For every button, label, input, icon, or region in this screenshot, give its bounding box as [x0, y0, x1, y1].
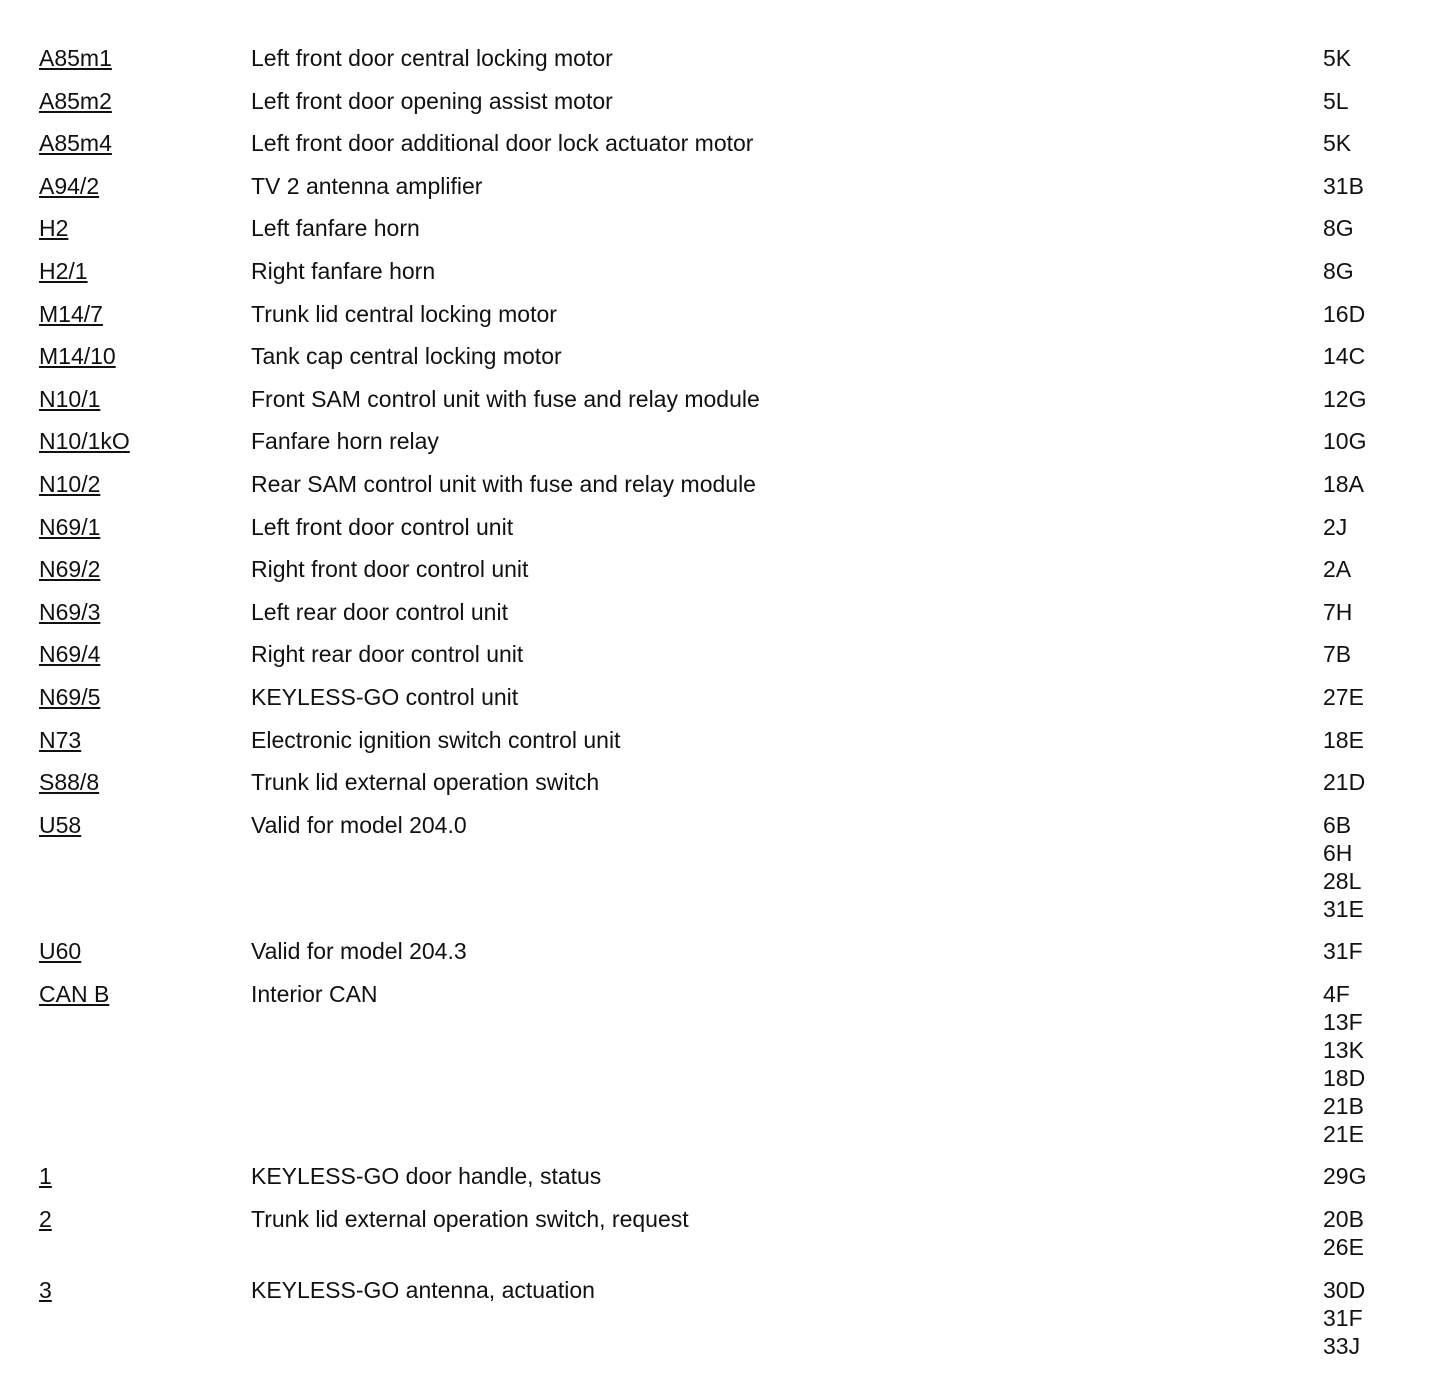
grid-reference: 20B — [1323, 1206, 1364, 1233]
legend-row — [39, 1276, 1419, 1360]
grid-reference: 16D — [1323, 300, 1366, 327]
component-code-link[interactable]: H2/1 — [39, 257, 88, 284]
component-code-cell — [39, 768, 251, 796]
component-description: Valid for model 204.3 — [251, 938, 467, 965]
grid-reference: 10G — [1323, 428, 1367, 455]
component-description: Trunk lid central locking motor — [251, 300, 557, 327]
legend-row — [39, 470, 1419, 498]
grid-reference: 18A — [1323, 470, 1364, 497]
grid-reference: 6B — [1323, 811, 1352, 838]
component-description: Valid for model 204.0 — [251, 811, 467, 838]
grid-reference: 31E — [1323, 895, 1364, 922]
component-description: Left front door control unit — [251, 513, 514, 540]
component-description: Interior CAN — [251, 980, 378, 1007]
component-description: Right front door control unit — [251, 556, 529, 583]
component-code-link[interactable]: A94/2 — [39, 172, 100, 199]
grid-reference: 18D — [1323, 1064, 1366, 1091]
component-code-cell — [39, 811, 251, 839]
grid-reference-list — [1323, 385, 1366, 413]
component-description: Left front door central locking motor — [251, 45, 613, 71]
component-code-link[interactable]: M14/10 — [39, 343, 116, 370]
component-code-cell — [39, 640, 251, 668]
component-description: Left front door opening assist motor — [251, 87, 613, 114]
component-code-cell — [39, 1276, 251, 1304]
legend-row — [39, 44, 1419, 72]
component-code-link[interactable]: 2 — [39, 1206, 52, 1233]
component-code-link[interactable]: A85m2 — [39, 87, 112, 114]
grid-reference-list — [1323, 1162, 1366, 1190]
component-description: Rear SAM control unit with fuse and relay module — [251, 470, 756, 497]
component-code-cell — [39, 214, 251, 242]
legend-row — [39, 811, 1419, 923]
grid-reference: 5K — [1323, 130, 1352, 157]
component-description: Front SAM control unit with fuse and relay module — [251, 385, 760, 412]
component-code-cell — [39, 129, 251, 157]
legend-row — [39, 300, 1419, 328]
grid-reference: 7H — [1323, 598, 1353, 625]
grid-reference: 31F — [1323, 938, 1363, 965]
grid-reference: 14C — [1323, 343, 1366, 370]
component-code-link[interactable]: N69/5 — [39, 683, 101, 710]
legend-row — [39, 598, 1419, 626]
grid-reference: 8G — [1323, 215, 1354, 242]
component-code-cell — [39, 980, 251, 1008]
grid-reference: 30D — [1323, 1276, 1366, 1303]
component-description: KEYLESS-GO antenna, actuation — [251, 1276, 595, 1303]
component-description: Left rear door control unit — [251, 598, 508, 625]
grid-reference: 2J — [1323, 513, 1348, 540]
legend-row — [39, 129, 1419, 157]
grid-reference: 18E — [1323, 726, 1364, 753]
grid-reference-list — [1323, 555, 1351, 583]
component-code-cell — [39, 513, 251, 541]
component-code-cell — [39, 87, 251, 115]
grid-reference-list — [1323, 513, 1347, 541]
component-code-link[interactable]: N10/2 — [39, 470, 101, 497]
grid-reference: 8G — [1323, 257, 1354, 284]
component-code-cell — [39, 257, 251, 285]
legend-row — [39, 683, 1419, 711]
component-code-link[interactable]: N73 — [39, 726, 82, 753]
legend-row — [39, 257, 1419, 285]
component-code-link[interactable]: N10/1 — [39, 385, 101, 412]
grid-reference-list — [1323, 300, 1365, 328]
grid-reference: 5L — [1323, 87, 1349, 114]
grid-reference: 31F — [1323, 1304, 1363, 1331]
grid-reference: 29G — [1323, 1163, 1367, 1190]
component-code-link[interactable]: N10/1kO — [39, 428, 130, 455]
grid-reference: 21B — [1323, 1092, 1364, 1119]
component-description: Right fanfare horn — [251, 257, 436, 284]
component-code-cell — [39, 598, 251, 626]
grid-reference: 31B — [1323, 172, 1364, 199]
legend-row — [39, 342, 1419, 370]
grid-reference-list — [1323, 87, 1349, 115]
grid-reference-list — [1323, 937, 1363, 965]
grid-reference: 7B — [1323, 641, 1352, 668]
grid-reference-list — [1323, 44, 1351, 72]
component-code-cell — [39, 427, 251, 455]
component-code-cell — [39, 555, 251, 583]
legend-row — [39, 1162, 1419, 1190]
component-code-cell — [39, 937, 251, 965]
component-code-cell — [39, 1205, 251, 1233]
component-description: TV 2 antenna amplifier — [251, 172, 483, 199]
component-legend-table — [39, 44, 1419, 1374]
component-code-cell — [39, 1162, 251, 1190]
legend-row — [39, 555, 1419, 583]
component-description: Tank cap central locking motor — [251, 343, 562, 370]
grid-reference: 26E — [1323, 1234, 1364, 1261]
grid-reference-list — [1323, 1205, 1364, 1261]
grid-reference: 6H — [1323, 839, 1353, 866]
component-code-cell — [39, 300, 251, 328]
component-code-link[interactable]: N69/1 — [39, 513, 101, 540]
component-code-cell — [39, 172, 251, 200]
grid-reference-list — [1323, 598, 1352, 626]
component-code-link[interactable]: CAN B — [39, 980, 110, 1007]
grid-reference: 27E — [1323, 683, 1364, 710]
component-description: Fanfare horn relay — [251, 428, 439, 455]
component-code-link[interactable]: A85m4 — [39, 130, 112, 157]
legend-row — [39, 87, 1419, 115]
grid-reference-list — [1323, 726, 1364, 754]
component-code-link[interactable]: U60 — [39, 938, 82, 965]
grid-reference-list — [1323, 1276, 1365, 1360]
component-code-cell — [39, 44, 251, 72]
component-description: Right rear door control unit — [251, 641, 524, 668]
component-code-link[interactable]: S88/8 — [39, 769, 100, 796]
grid-reference-list — [1323, 811, 1364, 923]
component-code-cell — [39, 683, 251, 711]
legend-row — [39, 1205, 1419, 1261]
component-code-link[interactable]: 3 — [39, 1276, 52, 1303]
legend-row — [39, 980, 1419, 1148]
grid-reference-list — [1323, 768, 1365, 796]
grid-reference: 5K — [1323, 45, 1352, 71]
component-code-link[interactable]: H2 — [39, 215, 69, 242]
grid-reference-list — [1323, 470, 1364, 498]
component-code-cell — [39, 385, 251, 413]
component-description: Trunk lid external operation switch, request — [251, 1206, 689, 1233]
component-code-link[interactable]: A85m1 — [39, 45, 112, 71]
grid-reference: 13F — [1323, 1008, 1363, 1035]
component-code-link[interactable]: 1 — [39, 1163, 52, 1190]
legend-row — [39, 640, 1419, 668]
grid-reference: 12G — [1323, 385, 1367, 412]
grid-reference-list — [1323, 172, 1364, 200]
component-code-link[interactable]: N69/2 — [39, 556, 101, 583]
grid-reference-list — [1323, 342, 1365, 370]
component-description: Left front door additional door lock actuator motor — [251, 130, 754, 157]
legend-row — [39, 427, 1419, 455]
legend-row — [39, 385, 1419, 413]
component-code-link[interactable]: M14/7 — [39, 300, 103, 327]
legend-row — [39, 768, 1419, 796]
component-code-cell — [39, 726, 251, 754]
grid-reference-list — [1323, 257, 1354, 285]
component-description: Left fanfare horn — [251, 215, 420, 242]
grid-reference: 13K — [1323, 1036, 1364, 1063]
grid-reference: 33J — [1323, 1332, 1361, 1359]
grid-reference: 2A — [1323, 556, 1352, 583]
grid-reference: 4F — [1323, 980, 1350, 1007]
legend-row — [39, 513, 1419, 541]
legend-row — [39, 172, 1419, 200]
grid-reference-list — [1323, 683, 1364, 711]
grid-reference-list — [1323, 214, 1354, 242]
component-code-cell — [39, 342, 251, 370]
component-description: KEYLESS-GO door handle, status — [251, 1163, 602, 1190]
grid-reference-list — [1323, 980, 1365, 1148]
component-code-cell — [39, 470, 251, 498]
legend-row — [39, 937, 1419, 965]
grid-reference-list — [1323, 129, 1351, 157]
grid-reference: 21D — [1323, 769, 1366, 796]
legend-row — [39, 214, 1419, 242]
component-description: Trunk lid external operation switch — [251, 769, 600, 796]
grid-reference-list — [1323, 427, 1366, 455]
component-description: KEYLESS-GO control unit — [251, 683, 519, 710]
grid-reference: 21E — [1323, 1120, 1364, 1147]
component-code-link[interactable]: N69/4 — [39, 641, 101, 668]
legend-row — [39, 726, 1419, 754]
grid-reference: 28L — [1323, 867, 1362, 894]
grid-reference-list — [1323, 640, 1351, 668]
component-code-link[interactable]: N69/3 — [39, 598, 101, 625]
component-description: Electronic ignition switch control unit — [251, 726, 621, 753]
component-code-link[interactable]: U58 — [39, 811, 82, 838]
